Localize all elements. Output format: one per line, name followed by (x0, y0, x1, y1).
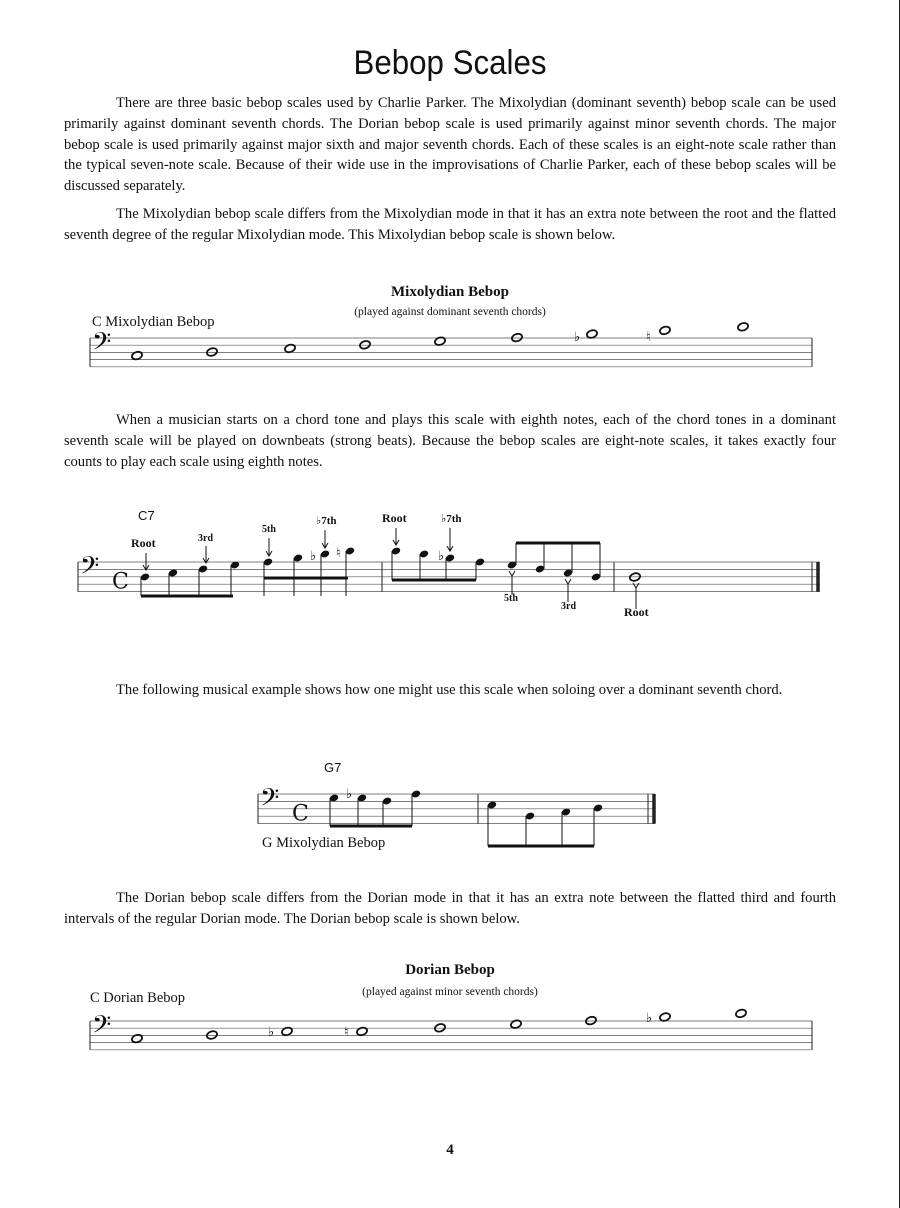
c7-staff-lines (78, 562, 820, 592)
paragraph-soloing-text: The following musical example shows how one might use this scale when soloing over a dominant seventh chord. (116, 682, 783, 698)
dorian-note-5-head (434, 1023, 446, 1033)
c7-time-signature: C (112, 569, 129, 595)
mixolydian-note-8-head (659, 325, 671, 335)
c7-arrow-third-2-head (565, 579, 571, 584)
mixolydian-note-8 (659, 325, 671, 335)
c7-m2-flat: ♭ (438, 549, 445, 564)
page-number: 4 (446, 1142, 454, 1158)
dorian-flat-accidental-2: ♭ (646, 1011, 653, 1026)
dorian-note-2-head (206, 1030, 218, 1040)
paragraph-eighth-notes-text: When a musician starts on a chord tone and plays this scale with eighth notes, each of the chord tones in a dominant seventh scale will be played on downbeats (strong beats). Because the bebop scales are eight-note scales, it takes exactly four counts to play each scale using eighth notes. (64, 412, 836, 470)
mixolydian-note-9 (737, 322, 749, 332)
paragraph-eighth-notes (64, 410, 836, 472)
c7-annotation-root-3: Root (624, 605, 649, 619)
mixolydian-note-4-head (359, 340, 371, 350)
paragraph-soloing (64, 680, 836, 701)
paragraph-dorian-text: The Dorian bebop scale differs from the Dorian mode in that it has an extra note between the flatted third and fourth intervals of the regular Dorian mode. The Dorian bebop scale is shown below. (64, 890, 836, 927)
mixolydian-note-7 (586, 329, 598, 339)
dorian-natural-accidental: ♮ (344, 1025, 349, 1040)
mixolydian-bebop-subtitle: (played against dominant seventh chords) (354, 306, 546, 318)
c7-m1-natural: ♮ (336, 546, 341, 561)
mixolydian-note-6-head (511, 333, 523, 343)
mixolydian-note-7-head (586, 329, 598, 339)
mixolydian-natural-accidental: ♮ (646, 330, 651, 345)
paragraph-dorian-definition (64, 888, 836, 930)
mixolydian-note-4 (359, 340, 371, 350)
dorian-bebop-title: Dorian Bebop (405, 962, 495, 978)
c7-annotation-third-1: 3rd (198, 533, 213, 544)
mixolydian-bass-clef: 𝄢 (92, 327, 112, 363)
dorian-flat-accidental-1: ♭ (268, 1025, 275, 1040)
paragraph-mixolydian-text: The Mixolydian bebop scale differs from the Mixolydian mode in that it has an extra note between the root and the flatted seventh degree of the regular Mixolydian mode. This Mixolydian bebop scale is shown below. (64, 206, 836, 243)
c7-m1-flat: ♭ (310, 549, 317, 564)
mixolydian-note-2 (206, 347, 218, 357)
dorian-note-8 (659, 1012, 671, 1022)
mixolydian-note-6 (511, 333, 523, 343)
g7-time-signature: C (292, 801, 309, 827)
c7-annotation-flat7-2: ♭7th (441, 513, 462, 525)
c-dorian-bebop-label: C Dorian Bebop (90, 990, 186, 1006)
c7-bass-clef: 𝄢 (80, 551, 100, 587)
g7-chord-symbol: G7 (324, 760, 342, 775)
page-title: Bebop Scales (353, 44, 547, 82)
dorian-note-2 (206, 1030, 218, 1040)
dorian-note-9 (735, 1008, 747, 1018)
c7-annotation-root-1: Root (131, 536, 156, 550)
g7-bass-clef: 𝄢 (260, 783, 280, 819)
dorian-staff-lines (90, 1021, 812, 1050)
g7-flat: ♭ (346, 787, 353, 802)
c7-annotation-third-2: 3rd (561, 601, 576, 612)
dorian-note-5 (434, 1023, 446, 1033)
dorian-note-7 (585, 1016, 597, 1026)
mixolydian-flat-accidental: ♭ (574, 330, 581, 345)
mixolydian-note-9-head (737, 322, 749, 332)
dorian-bebop-subtitle: (played against minor seventh chords) (362, 986, 538, 998)
mixolydian-bebop-title: Mixolydian Bebop (391, 284, 509, 300)
dorian-bass-clef: 𝄢 (92, 1010, 112, 1046)
c7-annotation-root-2: Root (382, 511, 407, 525)
mixolydian-note-2-head (206, 347, 218, 357)
paragraph-intro-text: There are three basic bebop scales used by Charlie Parker. The Mixolydian (dominant seventh) bebop scale can be used primarily against dominant seventh chords. The Dorian bebop scale is used primarily against minor seventh chords. The major bebop scale is used primarily against major sixth and major seventh chords. Each of these scales is an eight-note scale rather than the typical seven-note scale. Because of their wide use in the improvisations of Charlie Parker, each of these bebop scales will be discussed separately. (64, 95, 836, 195)
c7-annotation-flat7-1: ♭7th (316, 515, 337, 527)
g-mixolydian-bebop-label: G Mixolydian Bebop (262, 835, 386, 851)
c7-chord-symbol: C7 (138, 508, 155, 523)
dorian-note-9-head (735, 1008, 747, 1018)
c7-arrow-fifth-2-head (509, 571, 515, 576)
dorian-note-8-head (659, 1012, 671, 1022)
dorian-note-7-head (585, 1016, 597, 1026)
c7-annotation-fifth-1: 5th (262, 524, 276, 535)
c7-arrow-root-3-head (633, 583, 639, 588)
c7-annotation-fifth-2: 5th (504, 593, 518, 604)
c-mixolydian-bebop-label: C Mixolydian Bebop (92, 314, 215, 330)
mixolydian-staff-lines (90, 338, 812, 367)
